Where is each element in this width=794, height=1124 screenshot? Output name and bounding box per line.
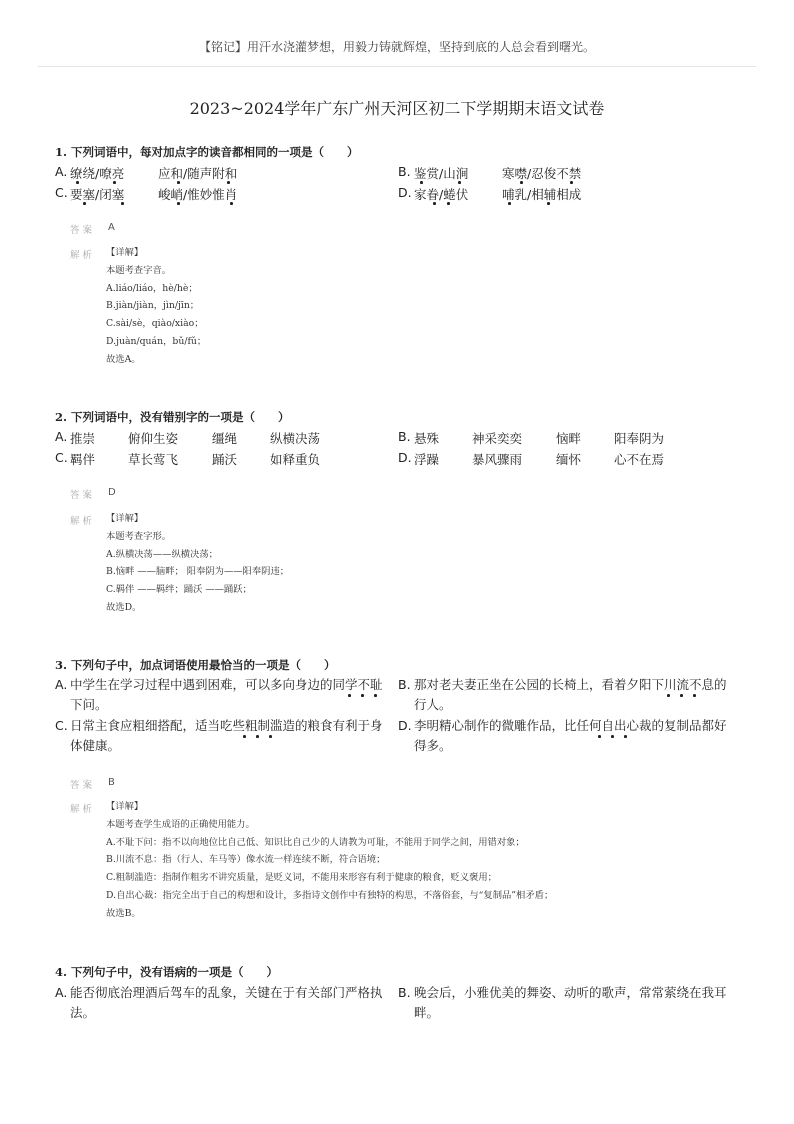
explanation-line: 本题考查字形。 [106,530,172,542]
q2-option-b-letter: B. [398,429,411,444]
emphasis-dot [447,202,450,205]
explanation-line: 故选A。 [106,353,141,365]
q3-option-b-letter: B. [398,677,411,692]
q3-answer-label: 答案 [70,780,96,791]
explanation-line: A.liáo/liáo，hè/hè； [106,282,198,294]
emphasis-dot [611,735,614,738]
explanation-line: 本题考查学生成语的正确使用能力。 [106,818,255,830]
q2-option-b-word-2: 神采奕奕 [472,431,523,446]
q2-option-d-word-3: 缅怀 [556,452,582,467]
q3-option-c-letter: C. [55,718,68,733]
q4-option-b-letter: B. [398,985,411,1000]
emphasis-dot [374,694,377,697]
emphasis-dot [547,202,550,205]
emphasis-dot [230,202,233,205]
q2-option-d-word-1: 浮躁 [414,452,440,467]
explanation-line: B.jiàn/jiàn，jìn/jīn； [106,300,200,312]
emphasis-dot [227,181,230,184]
q2-answer-label-text: 答案 [70,487,95,501]
q1-answer-label: 答案 [70,225,96,236]
q2-option-c-word-1: 羁伴 [70,452,96,467]
emphasis-dot [121,202,124,205]
q2-option-c-letter: C. [55,450,68,465]
page-title: 2023~2024学年广东广州天河区初二下学期期末语文试卷 [189,99,605,118]
q2-option-d-word-4: 心不在焉 [614,452,665,467]
emphasis-dot [420,181,423,184]
emphasis-dot [361,694,364,697]
q1-option-d-word-2: 哺乳/相辅相成 [502,187,582,202]
page-motto: 【铭记】用汗水浇灌梦想，用毅力铸就辉煌，坚持到底的人总会看到曙光。 [198,40,595,54]
emphasis-dot [256,735,259,738]
q2-option-d-letter: D. [398,450,412,465]
q1-option-b-letter: B. [398,164,411,179]
q2-option-b-word-4: 阳奉阴为 [614,431,665,446]
q3-option-d-text: 李明精心制作的微雕作品，比任何自出心裁的复制品都好得多。 [414,718,727,753]
q2-option-a-letter: A. [55,429,68,444]
q1-option-a-word-1: 缭绕/嘹亮 [70,166,125,181]
q3-option-a-text: 中学生在学习过程中遇到困难，可以多向身边的同学不耻下问。 [70,677,383,712]
emphasis-dot [243,735,246,738]
explanation-line: C.sài/sè，qiào/xiào； [106,318,204,330]
q1-explanation [106,244,206,369]
q1-option-c-word-2: 峻峭/惟妙惟肖 [158,187,238,202]
q1-option-b-word-1: 鉴赏/山涧 [414,166,469,181]
q2-analysis-label: 解析 [70,516,96,527]
explanation-line: C.羁伴 ——羁绊；踊沃 ——踊跃； [106,584,252,596]
emphasis-dot [83,202,86,205]
q1-option-b-word-2: 寒噤/忍俊不禁 [502,166,582,181]
q1-analysis-label: 解析 [70,250,96,261]
emphasis-dot [508,202,511,205]
q1-answer-value: A [108,222,115,233]
q1-option-c-letter: C. [55,185,68,200]
header-divider [38,66,756,67]
explanation-line: D.juàn/quán，bǔ/fǔ； [106,335,207,347]
question-1-stem: 1. 下列词语中，每对加点字的读音都相同的一项是（ ） [55,145,359,159]
explanation-line: B.恼畔 ——脑畔； 阳奉阴为——阳奉阴违； [106,566,290,578]
explanation-line: D.自出心裁：指完全出于自己的构想和设计，多指诗文创作中有独特的构思，不落俗套，与“复制品”相矛盾； [106,889,554,901]
explanation-line: 故选B。 [106,907,141,919]
q2-option-a-word-4: 纵横决荡 [270,431,321,446]
emphasis-dot [680,694,683,697]
explanation-line: 本题考查字音。 [106,264,172,276]
q1-option-a-word-2: 应和/随声附和 [158,166,238,181]
emphasis-dot [113,181,116,184]
q1-option-a-letter: A. [55,164,68,179]
q3-option-b-text: 那对老夫妻正坐在公园的长椅上，看着夕阳下川流不息的行人。 [414,677,727,712]
emphasis-dot [693,694,696,697]
q2-answer-value: D [108,487,116,498]
q2-option-b-word-3: 恼畔 [556,431,582,446]
question-4-stem: 4. 下列句子中，没有语病的一项是（ ） [55,965,279,979]
explanation-line: A.不耻下问：指不以向地位比自己低、知识比自己少的人请教为可耻，不能用于同学之间，用错对象； [106,836,525,848]
emphasis-dot [624,735,627,738]
emphasis-dot [348,694,351,697]
q1-option-d-word-1: 家眷/蜷伏 [414,187,469,202]
emphasis-dot [177,202,180,205]
emphasis-dot [269,735,272,738]
explanation-line: C.粗制滥造：指制作粗劣不讲究质量，是贬义词，不能用来形容有利于健康的粮食，贬义褒用； [106,872,497,884]
explanation-line: 【详解】 [106,801,144,812]
emphasis-dot [520,181,523,184]
q2-option-c-word-2: 草长莺飞 [128,452,179,467]
q2-option-a-word-2: 俯仰生姿 [128,431,179,446]
emphasis-dot [667,694,670,697]
q4-option-b-text: 晚会后，小雅优美的舞姿、动听的歌声，常常萦绕在我耳畔。 [414,985,727,1020]
q4-option-a-letter: A. [55,985,68,1000]
emphasis-dot [570,181,573,184]
q4-option-a-text: 能否彻底治理酒后驾车的乱象，关键在于有关部门严格执法。 [70,985,383,1020]
explanation-line: 故选D。 [106,601,142,613]
emphasis-dot [433,202,436,205]
q2-option-a-word-3: 缰绳 [212,431,238,446]
q3-explanation [106,798,553,923]
q2-explanation [106,510,289,617]
q1-option-c-word-1: 要塞/闭塞 [70,187,125,202]
q3-answer-value: B [108,777,115,788]
explanation-line: 【详解】 [106,513,144,524]
question-2-stem: 2. 下列词语中，没有错别字的一项是（ ） [55,410,290,424]
q3-option-c-text: 日常主食应粗细搭配，适当吃些粗制滥造的粮食有利于身体健康。 [70,718,383,753]
explanation-line: A.纵横决荡——纵横决荡； [106,548,218,560]
q2-option-b-word-1: 悬殊 [414,431,440,446]
explanation-line: 【详解】 [106,247,144,258]
q2-option-c-word-3: 踊沃 [212,452,238,467]
q3-option-d-letter: D. [398,718,412,733]
emphasis-dot [458,181,461,184]
emphasis-dot [598,735,601,738]
q2-option-d-word-2: 暴风骤雨 [472,452,523,467]
question-3-stem: 3. 下列句子中，加点词语使用最恰当的一项是（ ） [55,658,336,672]
emphasis-dot [177,181,180,184]
q2-option-a-word-1: 推崇 [70,431,96,446]
explanation-line: B.川流不息：指（行人、车马等）像水流一样连续不断，符合语境； [106,854,386,866]
q2-option-c-word-4: 如释重负 [270,452,321,467]
q3-option-a-letter: A. [55,677,68,692]
emphasis-dot [76,181,79,184]
q3-analysis-label: 解析 [70,804,96,815]
q1-option-d-letter: D. [398,185,412,200]
